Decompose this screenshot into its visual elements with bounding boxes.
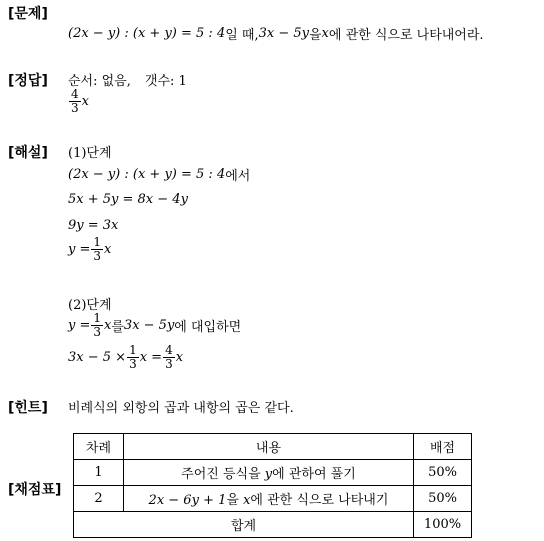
solution-line-5-expr: 3x − 5y — [123, 317, 175, 333]
problem-label: [문제] — [8, 6, 48, 22]
rubric-total-score: 100% — [414, 512, 472, 538]
solution-step1-title: (1)단계 — [68, 146, 112, 161]
rubric-total-row — [74, 512, 472, 538]
answer-fraction-denominator: 3 — [71, 100, 79, 115]
hint-label: [힌트] — [8, 400, 48, 416]
solution-line-5-var: x — [104, 317, 112, 333]
rubric-header-content: 내용 — [123, 434, 413, 460]
rubric-row-1-content — [123, 460, 413, 486]
solution-line-6-fraction-1 — [127, 344, 139, 370]
fraction-numerator: 1 — [93, 235, 102, 249]
solution-line-5 — [68, 312, 241, 338]
fraction-denominator: 3 — [93, 324, 102, 339]
solution-line-6-fraction-2 — [163, 344, 175, 370]
hint-text: 비례식의 외항의 곱과 내항의 곱은 같다. — [68, 401, 294, 416]
solution-line-4-fraction — [91, 236, 103, 262]
fraction-numerator: 1 — [93, 311, 102, 325]
answer-meta — [68, 70, 187, 89]
solution-line-4 — [68, 236, 111, 262]
solution-line-5-prefix: y = — [68, 317, 91, 333]
solution-line-1-expr: (2x − y) : (x + y) = 5 : 4 — [68, 167, 226, 182]
fraction-numerator: 1 — [129, 343, 137, 357]
rubric-row-2-content — [123, 486, 413, 512]
problem-text-2: 을 — [308, 28, 322, 43]
solution-line-6-var: x — [175, 349, 184, 365]
rubric-row-2-content-expr: 2x − 6y + 1 — [148, 493, 227, 508]
answer-order: 순서: 없음, — [68, 74, 131, 89]
problem-text-1: 일 때, — [225, 28, 259, 43]
solution-line-1 — [68, 165, 250, 184]
rubric-row-1-content-pre: 주어진 등식을 — [181, 467, 265, 482]
rubric-label: [채점표] — [8, 482, 62, 498]
solution-line-3: 9y = 3x — [68, 218, 119, 233]
solution-line-1-text: 에서 — [225, 169, 251, 184]
rubric-row — [74, 460, 472, 486]
problem-variable: x — [321, 26, 329, 41]
answer-value — [68, 88, 89, 114]
rubric-header-order: 차례 — [74, 434, 124, 460]
answer-fraction-numerator: 4 — [71, 87, 79, 101]
solution-step2-title: (2)단계 — [68, 298, 112, 313]
fraction-numerator: 4 — [165, 343, 173, 357]
answer-fraction — [69, 88, 81, 114]
rubric-row-2-score: 50% — [414, 486, 472, 512]
answer-count: 갯수: 1 — [144, 74, 187, 89]
fraction-denominator: 3 — [165, 356, 173, 371]
solution-line-6-prefix: 3x − 5 × — [68, 349, 127, 365]
solution-line-5-text-2: 에 대입하면 — [174, 319, 242, 335]
solution-line-5-fraction — [91, 312, 103, 338]
rubric-header-score: 배점 — [414, 434, 472, 460]
rubric-row — [74, 486, 472, 512]
solution-line-6-mid: x = — [139, 349, 163, 365]
solution-line-2: 5x + 5y = 8x − 4y — [68, 192, 188, 207]
rubric-table — [73, 433, 472, 538]
rubric-header-row — [74, 434, 472, 460]
solution-label: [해설] — [8, 145, 48, 161]
rubric-row-2-content-tail: 에 관한 식으로 나타내기 — [250, 493, 389, 508]
answer-variable: x — [81, 93, 89, 109]
rubric-row-1-content-var: y — [264, 467, 273, 482]
rubric-row-2-content-text: 을 — [226, 493, 244, 508]
fraction-denominator: 3 — [93, 248, 102, 263]
answer-label: [정답] — [8, 73, 48, 89]
solution-line-4-var: x — [104, 241, 112, 257]
rubric-row-2-content-var: x — [243, 493, 251, 508]
rubric-row-2-order: 2 — [74, 486, 124, 512]
rubric-row-1-order: 1 — [74, 460, 124, 486]
problem-text-3: 에 관한 식으로 나타내어라. — [328, 28, 484, 43]
rubric-total-label: 합계 — [74, 512, 414, 538]
fraction-denominator: 3 — [129, 356, 137, 371]
problem-target-expr: 3x − 5y — [258, 26, 309, 41]
rubric-row-1-score: 50% — [414, 460, 472, 486]
problem-ratio-expr: (2x − y) : (x + y) = 5 : 4 — [68, 26, 226, 41]
solution-line-6 — [68, 344, 183, 370]
solution-line-5-text-1: 를 — [111, 319, 124, 335]
problem-statement — [68, 24, 484, 43]
rubric-row-1-content-post: 에 관하여 풀기 — [272, 467, 356, 482]
solution-line-4-prefix: y = — [68, 241, 91, 257]
